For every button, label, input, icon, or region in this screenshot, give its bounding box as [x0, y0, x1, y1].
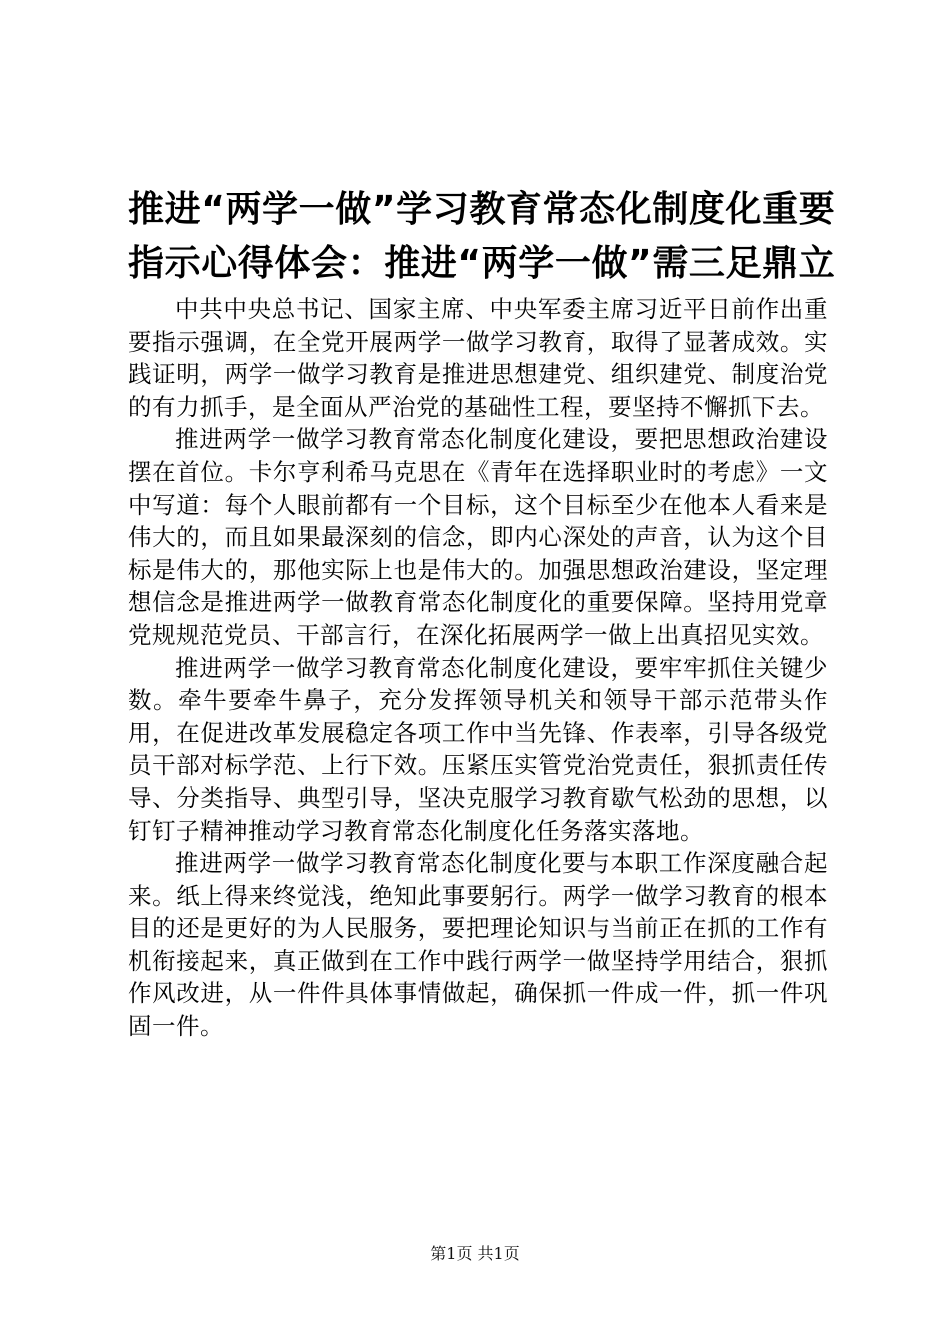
title-line-2: 指示心得体会：推进“两学一做”需三足鼎立: [128, 243, 836, 284]
paragraph: 中共中央总书记、国家主席、中央军委主席习近平日前作出重要指示强调，在全党开展两学一做学习教育，取得了显著成效。实践证明，两学一做学习教育是推进思想建党、组织建党、制度治党的有力抓手，是全面从严治党的基础性工程，要坚持不懈抓下去。: [128, 295, 828, 421]
document-body: [128, 293, 828, 1043]
page-footer: 第1页 共1页: [430, 1244, 520, 1263]
paragraph: 推进两学一做学习教育常态化制度化要与本职工作深度融合起来。纸上得来终觉浅，绝知此事要躬行。两学一做学习教育的根本目的还是更好的为人民服务，要把理论知识与当前正在抓的工作有机衔接起来，真正做到在工作中践行两学一做坚持学用结合，狠抓作风改进，从一件件具体事情做起，确保抓一件成一件，抓一件巩固一件。: [128, 849, 828, 1041]
document-title: [128, 183, 836, 291]
title-line-1: 推进“两学一做”学习教育常态化制度化重要: [128, 189, 836, 230]
paragraph: 推进两学一做学习教育常态化制度化建设，要牢牢抓住关键少数。牵牛要牵牛鼻子，充分发挥领导机关和领导干部示范带头作用，在促进改革发展稳定各项工作中当先锋、作表率，引导各级党员干部对标学范、上行下效。压紧压实管党治党责任，狠抓责任传导、分类指导、典型引导，坚决克服学习教育歇气松劲的思想，以钉钉子精神推动学习教育常态化制度化任务落实落地。: [128, 653, 828, 845]
paragraph: 推进两学一做学习教育常态化制度化建设，要把思想政治建设摆在首位。卡尔亨利希马克思在《青年在选择职业时的考虑》一文中写道：每个人眼前都有一个目标，这个目标至少在他本人看来是伟大的，而且如果最深刻的信念，即内心深处的声音，认为这个目标是伟大的，那他实际上也是伟大的。加强思想政治建设，坚定理想信念是推进两学一做教育常态化制度化的重要保障。坚持用党章党规规范党员、干部言行，在深化拓展两学一做上出真招见实效。: [128, 425, 828, 649]
